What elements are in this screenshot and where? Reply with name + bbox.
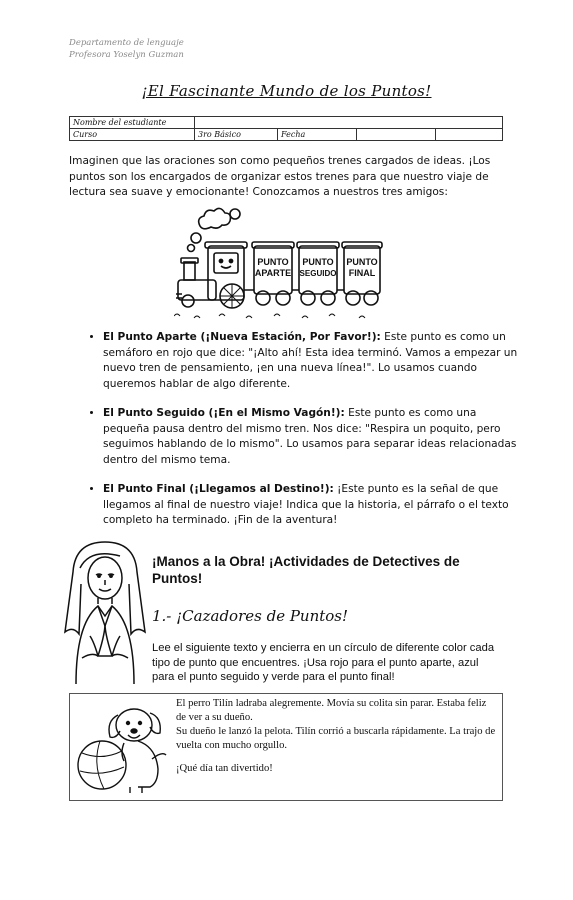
car-label-seguido-line2: SEGUIDO [299, 269, 337, 278]
wheel-icon [346, 291, 360, 305]
smoke-puff-icon [191, 233, 201, 243]
car-label-aparte-line1: PUNTO [257, 257, 289, 267]
dog-illustration [72, 697, 172, 797]
wheel-icon [256, 291, 270, 305]
student-name-field[interactable] [195, 117, 503, 129]
activity1-heading: 1.- ¡Cazadores de Puntos! [152, 607, 349, 625]
wheel-icon [301, 291, 315, 305]
ball-icon [78, 741, 126, 789]
punto-types-list [88, 330, 523, 543]
story-paragraph: ¡Qué día tan divertido! [176, 763, 273, 774]
smoke-puff-icon [230, 209, 240, 219]
wheel-icon [182, 295, 194, 307]
date-label: Fecha [278, 129, 357, 141]
list-item [103, 406, 523, 468]
story-box [69, 693, 503, 801]
bullet-text: ¡Este punto es la señal de que llegamos al final de nuestro viaje! Indica que la historia, el párrafo o el texto completo ha terminado. ¡Fin de la aventura! [103, 483, 509, 526]
car-label-aparte-line2: APARTE [254, 268, 292, 278]
bullet-text: Este punto es como un semáforo en rojo que dice: "¡Alto ahí! Esta idea terminó. Vamos a empezar un nuevo tren de pensamiento, ¡en una nueva línea!". Lo usamos cuando queremos hablar de algo diferente. [103, 331, 518, 390]
bullet-term: El Punto Final (¡Llegamos al Destino!): [103, 483, 334, 495]
teacher-label: Profesora Yoselyn Guzman [69, 50, 184, 60]
smoke-cloud-icon [199, 208, 231, 228]
story-paragraph: Su dueño le lanzó la pelota. Tilín corrió a buscarla rápidamente. La trajo de vuelta con mucho orgullo. [176, 726, 496, 751]
course-label: Curso [70, 129, 195, 141]
activity1-instructions: Lee el siguiente texto y encierra en un círculo de diferente color cada tipo de punto que encuentres. ¡Usa rojo para el punto aparte, azul para el punto seguido y verde para el punto final! [152, 642, 495, 683]
car-label-seguido-line1: PUNTO [302, 257, 334, 267]
wheel-icon [276, 291, 290, 305]
bullet-term: El Punto Aparte (¡Nueva Estación, Por Favor!): [103, 331, 381, 343]
train-illustration [174, 204, 384, 324]
student-info-table [69, 116, 503, 141]
activities-heading: ¡Manos a la Obra! ¡Actividades de Detectives de Puntos! [152, 554, 460, 586]
car-label-final-line1: PUNTO [346, 257, 378, 267]
page-title: ¡El Fascinante Mundo de los Puntos! [141, 82, 432, 100]
bullet-term: El Punto Seguido (¡En el Mismo Vagón!): [103, 407, 345, 419]
wheel-icon [364, 291, 378, 305]
date-extra-field[interactable] [436, 129, 503, 141]
bullet-text: Este punto es como una pequeña pausa dentro del mismo tren. Nos dice: "Respira un poquito, pero seguimos hablando de lo mismo". Lo usamos para separar ideas relacionadas dentro del mismo tema. [103, 407, 517, 466]
wheel-icon [321, 291, 335, 305]
list-item [103, 482, 523, 529]
smoke-puff-icon [188, 245, 195, 252]
page-header [69, 37, 184, 61]
teacher-illustration [62, 538, 148, 684]
student-name-label: Nombre del estudiante [70, 117, 195, 129]
date-field[interactable] [357, 129, 436, 141]
list-item [103, 330, 523, 392]
story-paragraph: El perro Tilín ladraba alegremente. Movía su colita sin parar. Estaba feliz de ver a su dueño. [176, 698, 487, 723]
story-text [176, 697, 496, 776]
car-label-final-line2: FINAL [348, 268, 376, 278]
course-value: 3ro Básico [195, 129, 278, 141]
intro-paragraph: Imaginen que las oraciones son como pequeños trenes cargados de ideas. ¡Los puntos son los encargados de organizar estos trenes para que nuestro viaje de lectura sea suave y emocionante! Conozcamos a nuestros tres amigos: [69, 155, 491, 198]
department-label: Departamento de lenguaje [69, 38, 184, 48]
